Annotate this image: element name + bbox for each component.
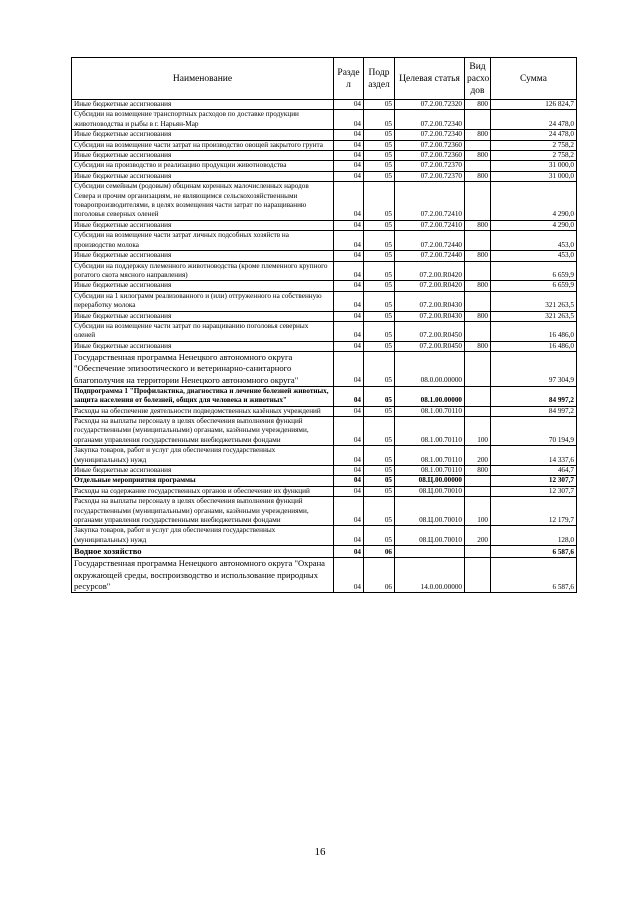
table-row <box>72 558 577 593</box>
cell-expense-type: 800 <box>465 311 491 321</box>
table-row <box>72 231 577 251</box>
cell-sum: 126 824,7 <box>491 100 577 110</box>
budget-table <box>71 57 577 593</box>
cell-target: 07.2.00.72360 <box>395 151 465 161</box>
cell-sum: 321 263,5 <box>491 291 577 311</box>
cell-section: 04 <box>334 100 364 110</box>
header-name: Наименование <box>72 58 334 100</box>
cell-name: Расходы на содержание государственных органов и обеспечение их функций <box>72 486 334 496</box>
cell-section: 04 <box>334 497 364 526</box>
cell-subsection: 05 <box>364 406 395 416</box>
cell-expense-type: 800 <box>465 341 491 351</box>
cell-expense-type: 200 <box>465 526 491 546</box>
table-body <box>72 100 577 593</box>
cell-name: Подпрограмма 1 "Профилактика, диагностика и лечение болезней животных, защита населения от болезней, общих для человека и животных" <box>72 386 334 406</box>
cell-target: 08.Ц.00.70010 <box>395 526 465 546</box>
table-row <box>72 110 577 130</box>
cell-subsection: 05 <box>364 140 395 150</box>
cell-name: Иные бюджетные ассигнования <box>72 341 334 351</box>
cell-section: 04 <box>334 476 364 486</box>
cell-sum: 12 179,7 <box>491 497 577 526</box>
table-row <box>72 416 577 445</box>
cell-section: 04 <box>334 406 364 416</box>
cell-subsection: 05 <box>364 386 395 406</box>
cell-sum: 2 758,2 <box>491 151 577 161</box>
table-header-row <box>72 58 577 100</box>
cell-target: 07.2.00.72370 <box>395 161 465 171</box>
cell-name: Субсидии на возмещение части затрат личных подсобных хозяйств на производство молока <box>72 231 334 251</box>
cell-name: Субсидии на возмещение транспортных расходов по доставке продукции животноводства и рыбы в г. Нарьян-Мар <box>72 110 334 130</box>
cell-target: 07.2.00.R0450 <box>395 321 465 341</box>
cell-name: Субсидии на возмещение части затрат по наращиванию поголовья северных оленей <box>72 321 334 341</box>
table-row <box>72 526 577 546</box>
cell-sum: 6 659,9 <box>491 281 577 291</box>
table-row <box>72 281 577 291</box>
cell-section: 04 <box>334 161 364 171</box>
cell-target: 08.1.00.00000 <box>395 386 465 406</box>
cell-name: Субсидии на 1 килограмм реализованного и (или) отгруженного на собственную переработку молока <box>72 291 334 311</box>
table-row <box>72 476 577 486</box>
cell-subsection: 05 <box>364 341 395 351</box>
cell-sum: 31 000,0 <box>491 161 577 171</box>
cell-expense-type <box>465 476 491 486</box>
cell-name: Иные бюджетные ассигнования <box>72 466 334 476</box>
cell-section: 04 <box>334 546 364 558</box>
cell-name: Государственная программа Ненецкого автономного округа "Обеспечение эпизоотического и ветеринарно-санитарного благополучия на территории Ненецкого автономного округа" <box>72 352 334 387</box>
cell-section: 04 <box>334 140 364 150</box>
table-row <box>72 261 577 281</box>
cell-name: Расходы на выплаты персоналу в целях обеспечения выполнения функций государственными (муниципальными) органами, казёнными учреждениями, органами управления государственными внебюджетными фондами <box>72 497 334 526</box>
cell-subsection: 05 <box>364 231 395 251</box>
cell-expense-type <box>465 486 491 496</box>
cell-sum: 24 478,0 <box>491 110 577 130</box>
cell-subsection: 05 <box>364 466 395 476</box>
page-number: 16 <box>314 846 326 858</box>
cell-name: Иные бюджетные ассигнования <box>72 171 334 181</box>
cell-subsection: 05 <box>364 476 395 486</box>
cell-name: Субсидии на поддержку племенного животноводства (кроме племенного крупного рогатого скота мясного направления) <box>72 261 334 281</box>
table-row <box>72 352 577 387</box>
table-row <box>72 497 577 526</box>
cell-expense-type <box>465 558 491 593</box>
cell-subsection: 05 <box>364 151 395 161</box>
cell-target: 08.1.00.70110 <box>395 446 465 466</box>
cell-section: 04 <box>334 281 364 291</box>
table-row <box>72 171 577 181</box>
cell-target: 07.2.00.R0420 <box>395 261 465 281</box>
table-row <box>72 140 577 150</box>
cell-section: 04 <box>334 321 364 341</box>
cell-sum: 84 997,2 <box>491 386 577 406</box>
cell-target: 07.2.00.R0430 <box>395 311 465 321</box>
cell-name: Иные бюджетные ассигнования <box>72 251 334 261</box>
cell-sum: 97 304,9 <box>491 352 577 387</box>
cell-subsection: 05 <box>364 281 395 291</box>
table-row <box>72 291 577 311</box>
cell-name: Закупка товаров, работ и услуг для обеспечения государственных (муниципальных) нужд <box>72 446 334 466</box>
cell-subsection: 05 <box>364 110 395 130</box>
cell-expense-type <box>465 110 491 130</box>
cell-expense-type <box>465 386 491 406</box>
cell-subsection: 05 <box>364 321 395 341</box>
cell-expense-type: 100 <box>465 497 491 526</box>
cell-expense-type <box>465 291 491 311</box>
table-row <box>72 406 577 416</box>
cell-target: 07.2.00.R0450 <box>395 341 465 351</box>
cell-target: 07.2.00.R0420 <box>395 281 465 291</box>
cell-section: 04 <box>334 182 364 221</box>
cell-expense-type: 200 <box>465 446 491 466</box>
cell-expense-type: 800 <box>465 251 491 261</box>
table-row <box>72 130 577 140</box>
table-row <box>72 321 577 341</box>
cell-sum: 12 307,7 <box>491 476 577 486</box>
cell-sum: 321 263,5 <box>491 311 577 321</box>
table-row <box>72 251 577 261</box>
cell-sum: 2 758,2 <box>491 140 577 150</box>
cell-target: 08.1.00.70110 <box>395 416 465 445</box>
cell-sum: 6 587,6 <box>491 546 577 558</box>
cell-expense-type <box>465 140 491 150</box>
cell-subsection: 05 <box>364 171 395 181</box>
cell-section: 04 <box>334 311 364 321</box>
cell-expense-type: 800 <box>465 281 491 291</box>
cell-target: 07.2.00.72410 <box>395 182 465 221</box>
cell-sum: 84 997,2 <box>491 406 577 416</box>
cell-section: 04 <box>334 446 364 466</box>
cell-section: 04 <box>334 486 364 496</box>
cell-expense-type: 800 <box>465 130 491 140</box>
cell-subsection: 06 <box>364 546 395 558</box>
cell-name: Субсидии на возмещение части затрат на производство овощей закрытого грунта <box>72 140 334 150</box>
table-row <box>72 220 577 230</box>
cell-name: Иные бюджетные ассигнования <box>72 311 334 321</box>
cell-target: 07.2.00.72440 <box>395 251 465 261</box>
cell-target: 08.0.00.00000 <box>395 352 465 387</box>
cell-subsection: 05 <box>364 100 395 110</box>
cell-sum: 6 587,6 <box>491 558 577 593</box>
cell-sum: 6 659,9 <box>491 261 577 281</box>
cell-subsection: 05 <box>364 130 395 140</box>
cell-target: 08.Ц.00.00000 <box>395 476 465 486</box>
cell-target: 08.1.00.70110 <box>395 466 465 476</box>
cell-expense-type <box>465 546 491 558</box>
table-row <box>72 341 577 351</box>
cell-target: 07.2.00.72340 <box>395 110 465 130</box>
cell-section: 04 <box>334 466 364 476</box>
table-row <box>72 546 577 558</box>
cell-subsection: 05 <box>364 161 395 171</box>
cell-sum: 464,7 <box>491 466 577 476</box>
cell-sum: 14 337,6 <box>491 446 577 466</box>
cell-sum: 12 307,7 <box>491 486 577 496</box>
cell-expense-type <box>465 352 491 387</box>
header-expense-type: Вид расхо дов <box>465 58 491 100</box>
cell-section: 04 <box>334 110 364 130</box>
cell-section: 04 <box>334 386 364 406</box>
cell-section: 04 <box>334 352 364 387</box>
cell-target: 08.Ц.00.70010 <box>395 497 465 526</box>
cell-sum: 16 486,0 <box>491 321 577 341</box>
cell-section: 04 <box>334 261 364 281</box>
cell-section: 04 <box>334 130 364 140</box>
cell-subsection: 05 <box>364 251 395 261</box>
cell-section: 04 <box>334 251 364 261</box>
cell-name: Субсидии на производство и реализацию продукции животноводства <box>72 161 334 171</box>
cell-section: 04 <box>334 291 364 311</box>
cell-name: Водное хозяйство <box>72 546 334 558</box>
cell-target: 07.2.00.72410 <box>395 220 465 230</box>
cell-target: 07.2.00.R0430 <box>395 291 465 311</box>
cell-subsection: 05 <box>364 497 395 526</box>
cell-target: 08.Ц.00.70010 <box>395 486 465 496</box>
cell-section: 04 <box>334 171 364 181</box>
cell-name: Иные бюджетные ассигнования <box>72 100 334 110</box>
table-row <box>72 486 577 496</box>
cell-name: Иные бюджетные ассигнования <box>72 151 334 161</box>
cell-sum: 128,0 <box>491 526 577 546</box>
cell-target: 07.2.00.72320 <box>395 100 465 110</box>
cell-expense-type: 800 <box>465 171 491 181</box>
cell-subsection: 05 <box>364 416 395 445</box>
cell-subsection: 05 <box>364 486 395 496</box>
table-row <box>72 100 577 110</box>
cell-expense-type <box>465 182 491 221</box>
header-section: Разде л <box>334 58 364 100</box>
cell-name: Закупка товаров, работ и услуг для обеспечения государственных (муниципальных) нужд <box>72 526 334 546</box>
cell-expense-type <box>465 406 491 416</box>
cell-subsection: 05 <box>364 261 395 281</box>
cell-expense-type: 800 <box>465 100 491 110</box>
cell-sum: 70 194,9 <box>491 416 577 445</box>
cell-subsection: 05 <box>364 311 395 321</box>
cell-name: Отдельные мероприятия программы <box>72 476 334 486</box>
cell-name: Иные бюджетные ассигнования <box>72 281 334 291</box>
cell-target: 07.2.00.72440 <box>395 231 465 251</box>
cell-section: 04 <box>334 341 364 351</box>
cell-section: 04 <box>334 416 364 445</box>
cell-section: 04 <box>334 558 364 593</box>
cell-expense-type <box>465 261 491 281</box>
cell-subsection: 05 <box>364 446 395 466</box>
cell-sum: 16 486,0 <box>491 341 577 351</box>
header-sum: Сумма <box>491 58 577 100</box>
cell-name: Расходы на выплаты персоналу в целях обеспечения выполнения функций государственными (муниципальными) органами, казёнными учреждениями, органами управления государственными внебюджетными фондами <box>72 416 334 445</box>
header-subsection: Подр аздел <box>364 58 395 100</box>
cell-name: Иные бюджетные ассигнования <box>72 220 334 230</box>
cell-name: Государственная программа Ненецкого автономного округа "Охрана окружающей среды, воспроизводство и использование природных ресурсов" <box>72 558 334 593</box>
cell-section: 04 <box>334 526 364 546</box>
cell-sum: 453,0 <box>491 251 577 261</box>
cell-sum: 31 000,0 <box>491 171 577 181</box>
table-row <box>72 386 577 406</box>
cell-name: Расходы на обеспечение деятельности подведомственных казённых учреждений <box>72 406 334 416</box>
header-target: Целевая статья <box>395 58 465 100</box>
cell-sum: 4 290,0 <box>491 220 577 230</box>
cell-expense-type: 800 <box>465 466 491 476</box>
cell-name: Субсидии семейным (родовым) общинам коренных малочисленных народов Севера и прочим организациям, не являющимся сельскохозяйственными товаропроизводителями, в целях возмещения части затрат по наращиванию поголовья северных оленей <box>72 182 334 221</box>
cell-name: Иные бюджетные ассигнования <box>72 130 334 140</box>
cell-target: 07.2.00.72360 <box>395 140 465 150</box>
cell-target: 07.2.00.72370 <box>395 171 465 181</box>
cell-expense-type: 800 <box>465 220 491 230</box>
cell-expense-type <box>465 161 491 171</box>
cell-target <box>395 546 465 558</box>
cell-expense-type: 100 <box>465 416 491 445</box>
cell-subsection: 05 <box>364 220 395 230</box>
table-row <box>72 182 577 221</box>
cell-sum: 24 478,0 <box>491 130 577 140</box>
table-row <box>72 151 577 161</box>
cell-subsection: 05 <box>364 526 395 546</box>
cell-section: 04 <box>334 220 364 230</box>
cell-sum: 4 290,0 <box>491 182 577 221</box>
cell-subsection: 05 <box>364 182 395 221</box>
cell-target: 08.1.00.70110 <box>395 406 465 416</box>
cell-expense-type: 800 <box>465 151 491 161</box>
cell-expense-type <box>465 231 491 251</box>
cell-target: 14.0.00.00000 <box>395 558 465 593</box>
cell-expense-type <box>465 321 491 341</box>
cell-subsection: 05 <box>364 291 395 311</box>
cell-subsection: 05 <box>364 352 395 387</box>
table-row <box>72 311 577 321</box>
table-row <box>72 446 577 466</box>
table-row <box>72 161 577 171</box>
cell-sum: 453,0 <box>491 231 577 251</box>
cell-subsection: 06 <box>364 558 395 593</box>
cell-target: 07.2.00.72340 <box>395 130 465 140</box>
table-row <box>72 466 577 476</box>
cell-section: 04 <box>334 151 364 161</box>
cell-section: 04 <box>334 231 364 251</box>
